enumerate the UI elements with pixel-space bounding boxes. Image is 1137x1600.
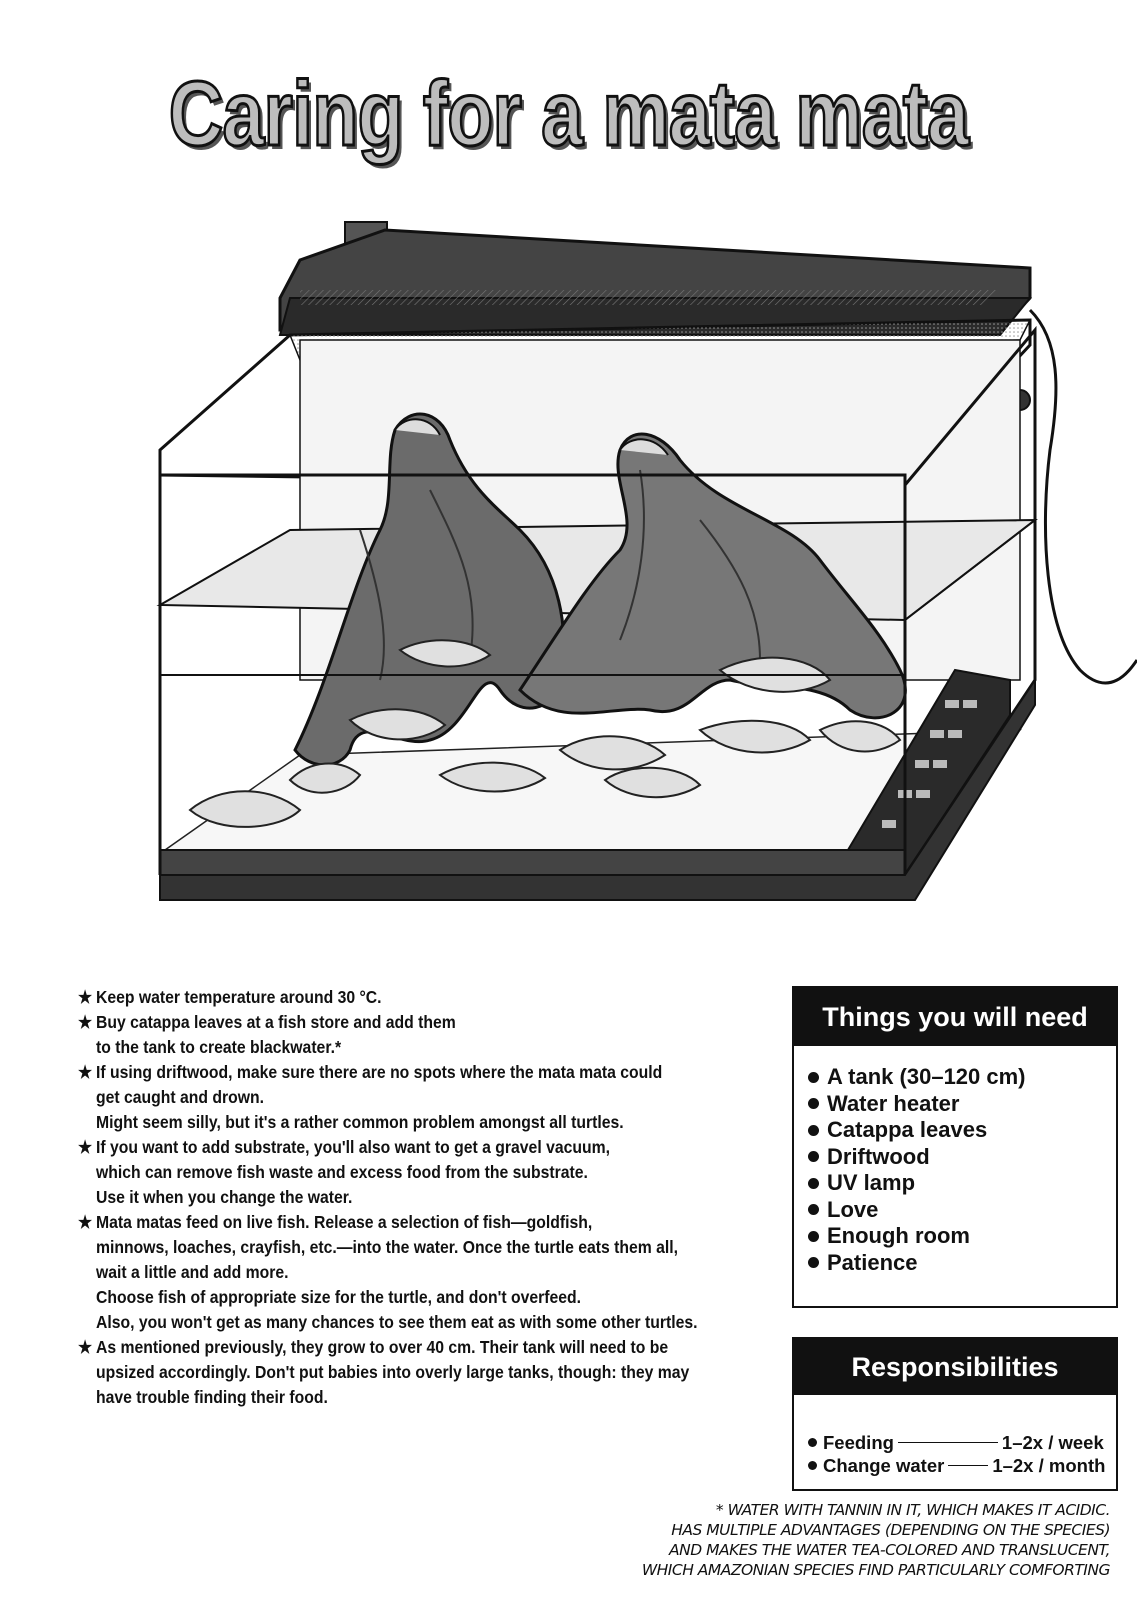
leader-line	[898, 1442, 998, 1443]
tip-line: Might seem silly, but it's a rather common problem amongst all turtles.	[96, 1112, 624, 1132]
list-item	[808, 1454, 1116, 1477]
bullet-icon	[808, 1072, 819, 1083]
list-item: Love	[808, 1197, 1116, 1224]
responsibility-frequency: 1–2x / week	[1001, 1432, 1104, 1453]
needs-list	[808, 1064, 1116, 1276]
bullet-icon	[808, 1231, 819, 1242]
star-icon: ★	[78, 1337, 93, 1357]
tip-line: have trouble finding their food.	[96, 1387, 328, 1407]
list-item: Catappa leaves	[808, 1117, 1116, 1144]
tip-line: Keep water temperature around 30 °C.	[96, 987, 382, 1007]
bullet-icon	[808, 1204, 819, 1215]
tip-line: As mentioned previously, they grow to over 40 cm. Their tank will need to be	[96, 1337, 669, 1357]
responsibilities-heading: Responsibilities	[794, 1339, 1116, 1395]
responsibilities-box	[792, 1337, 1118, 1491]
bullet-icon	[808, 1461, 817, 1470]
list-item	[808, 1431, 1116, 1454]
list-item: UV lamp	[808, 1170, 1116, 1197]
responsibilities-list	[808, 1431, 1116, 1477]
tip-item	[78, 1010, 699, 1060]
star-icon: ★	[78, 1212, 93, 1232]
bullet-icon	[808, 1438, 817, 1447]
lamp-hood	[280, 222, 1030, 335]
tip-line: to the tank to create blackwater.*	[96, 1037, 342, 1057]
star-icon: ★	[78, 1012, 93, 1032]
responsibility-task: Change water	[823, 1455, 945, 1476]
page-title: Caring for a mata mata	[168, 63, 969, 165]
responsibility-task: Feeding	[823, 1432, 894, 1453]
tip-line: Choose fish of appropriate size for the turtle, and don't overfeed.	[96, 1287, 582, 1307]
responsibility-frequency: 1–2x / month	[992, 1455, 1106, 1476]
tip-line: If you want to add substrate, you'll also want to get a gravel vacuum,	[96, 1137, 610, 1157]
bullet-icon	[808, 1178, 819, 1189]
tip-line: minnows, loaches, crayfish, etc.—into the water. Once the turtle eats them all,	[96, 1237, 679, 1257]
star-icon: ★	[78, 987, 93, 1007]
leader-line	[948, 1465, 988, 1466]
tip-item	[78, 1210, 699, 1335]
list-item: Patience	[808, 1250, 1116, 1277]
tip-line: If using driftwood, make sure there are no spots where the mata mata could	[96, 1062, 663, 1082]
tip-item	[78, 1335, 699, 1410]
tip-line: upsized accordingly. Don't put babies into overly large tanks, though: they may	[96, 1362, 690, 1382]
tip-item	[78, 1135, 699, 1210]
tip-line: Mata matas feed on live fish. Release a selection of fish—goldfish,	[96, 1212, 593, 1232]
star-icon: ★	[78, 1062, 93, 1082]
tip-line: which can remove fish waste and excess food from the substrate.	[96, 1162, 588, 1182]
things-you-will-need-heading: Things you will need	[794, 988, 1116, 1046]
tip-line: wait a little and add more.	[96, 1262, 289, 1282]
star-icon: ★	[78, 1137, 93, 1157]
things-you-will-need-box	[792, 986, 1118, 1308]
list-item: Enough room	[808, 1223, 1116, 1250]
tip-item	[78, 1060, 699, 1135]
list-item: A tank (30–120 cm)	[808, 1064, 1116, 1091]
tip-line: Use it when you change the water.	[96, 1187, 353, 1207]
list-item: Water heater	[808, 1091, 1116, 1118]
bullet-icon	[808, 1125, 819, 1136]
bullet-icon	[808, 1098, 819, 1109]
footnote: * WATER WITH TANNIN IN IT, WHICH MAKES IT ACIDIC. HAS MULTIPLE ADVANTAGES (DEPENDING ON THE SPECIES) AND MAKES THE WATER TEA-COLORED AND TRANSLUCENT, WHICH AMAZONIAN SPECIES FIND PARTICULARLY COMFORTING	[641, 1501, 1110, 1579]
bullet-icon	[808, 1257, 819, 1268]
care-tips	[78, 985, 699, 1410]
tip-line: Also, you won't get as many chances to see them eat as with some other turtles.	[96, 1312, 698, 1332]
tip-item	[78, 985, 699, 1010]
tip-line: Buy catappa leaves at a fish store and add them	[96, 1012, 456, 1032]
list-item: Driftwood	[808, 1144, 1116, 1171]
tip-line: get caught and drown.	[96, 1087, 265, 1107]
bullet-icon	[808, 1151, 819, 1162]
aquarium-illustration	[0, 210, 1137, 930]
